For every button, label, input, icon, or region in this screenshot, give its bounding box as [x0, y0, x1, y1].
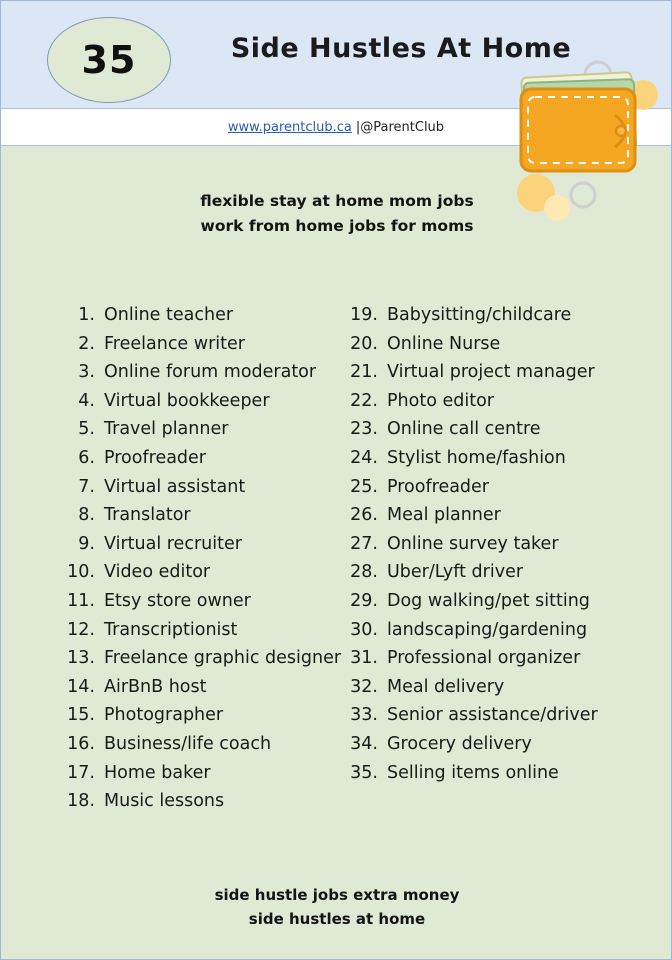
- list-item-number: 19.: [350, 305, 378, 325]
- list-item: [63, 473, 346, 502]
- page-title: Side Hustles At Home: [230, 33, 572, 64]
- list-item: [346, 501, 672, 530]
- list-item-label: Senior assistance/driver: [387, 705, 598, 726]
- list-item-number: 15.: [67, 705, 95, 726]
- list-item-label: Stylist home/fashion: [387, 447, 566, 468]
- list-item-number: 30.: [350, 619, 378, 640]
- list-item: [346, 387, 672, 416]
- list-item: [346, 759, 672, 788]
- hustles-list: [1, 301, 672, 816]
- list-item: [346, 530, 672, 559]
- list-item-label: Meal delivery: [387, 676, 505, 697]
- list-item: [346, 444, 672, 473]
- list-item: [346, 473, 672, 502]
- list-item: [63, 387, 346, 416]
- number-badge: [47, 17, 171, 103]
- list-item-label: landscaping/gardening: [387, 619, 588, 640]
- list-item: [63, 616, 346, 645]
- list-item-label: Translator: [104, 505, 191, 526]
- list-item: [63, 701, 346, 730]
- list-item-label: Babysitting/childcare: [387, 305, 572, 325]
- list-item-label: Professional organizer: [387, 648, 581, 669]
- list-item-number: 23.: [350, 419, 378, 440]
- list-item-label: Proofreader: [387, 476, 490, 497]
- list-item-label: Grocery delivery: [387, 733, 532, 754]
- list-item-label: Online teacher: [104, 305, 234, 325]
- list-item: [63, 673, 346, 702]
- list-item: [63, 444, 346, 473]
- list-item-label: Online call centre: [387, 419, 541, 440]
- list-item: [63, 330, 346, 359]
- list-item-label: Proofreader: [104, 447, 207, 468]
- page-header: [1, 1, 671, 109]
- list-item-number: 25.: [350, 476, 378, 497]
- list-item-number: 11.: [67, 590, 95, 611]
- list-item-label: Virtual project manager: [387, 362, 595, 383]
- list-item-number: 6.: [78, 447, 95, 468]
- list-item-number: 21.: [350, 362, 378, 383]
- list-item-label: Virtual assistant: [104, 476, 246, 497]
- list-item-number: 32.: [350, 676, 378, 697]
- list-item-number: 18.: [67, 791, 95, 812]
- list-item: [346, 558, 672, 587]
- list-item-label: Business/life coach: [104, 733, 272, 754]
- badge-number: 35: [81, 38, 137, 82]
- list-item: [346, 415, 672, 444]
- list-item-number: 29.: [350, 590, 378, 611]
- list-item-label: Photographer: [104, 705, 224, 726]
- list-item: [63, 730, 346, 759]
- list-item-label: Freelance graphic designer: [104, 648, 342, 669]
- list-item-number: 7.: [78, 476, 95, 497]
- list-item: [63, 301, 346, 330]
- list-item: [63, 759, 346, 788]
- list-item-label: Online survey taker: [387, 533, 559, 554]
- list-item-label: Music lessons: [104, 791, 225, 812]
- list-item: [346, 701, 672, 730]
- list-item-number: 20.: [350, 333, 378, 354]
- list-item-number: 24.: [350, 447, 378, 468]
- list-item: [346, 330, 672, 359]
- list-item-number: 4.: [78, 390, 95, 411]
- list-item-label: Uber/Lyft driver: [387, 562, 524, 583]
- list-item: [346, 587, 672, 616]
- list-item-label: Selling items online: [387, 762, 559, 783]
- list-item-label: Dog walking/pet sitting: [387, 590, 590, 611]
- list-item-number: 22.: [350, 390, 378, 411]
- list-item: [346, 616, 672, 645]
- list-item-number: 12.: [67, 619, 95, 640]
- list-item-number: 2.: [78, 333, 95, 354]
- list-item-number: 17.: [67, 762, 95, 783]
- list-item-number: 10.: [67, 562, 95, 583]
- list-item-number: 31.: [350, 648, 378, 669]
- list-item-label: Meal planner: [387, 505, 501, 526]
- list-item-label: Online Nurse: [387, 333, 501, 354]
- list-item-number: 3.: [78, 362, 95, 383]
- list-item-label: Travel planner: [104, 419, 229, 440]
- list-item-number: 27.: [350, 533, 378, 554]
- list-item: [63, 644, 346, 673]
- list-item: [63, 415, 346, 444]
- list-item: [63, 530, 346, 559]
- footer-block: [1, 883, 672, 931]
- list-item: [63, 501, 346, 530]
- list-item-number: 35.: [350, 762, 378, 783]
- list-item: [63, 358, 346, 387]
- footer-line-2: side hustles at home: [248, 910, 426, 928]
- list-item: [63, 787, 346, 816]
- list-item: [346, 644, 672, 673]
- list-item-number: 8.: [78, 505, 95, 526]
- list-item-number: 1.: [78, 305, 95, 325]
- list-item-label: Etsy store owner: [104, 590, 251, 611]
- list-item: [346, 301, 672, 330]
- list-item-number: 13.: [67, 648, 95, 669]
- list-item: [346, 358, 672, 387]
- list-item-label: Freelance writer: [104, 333, 245, 354]
- social-handle: |@ParentClub: [355, 119, 445, 135]
- list-item-label: Virtual recruiter: [104, 533, 242, 554]
- subtitle-line-2: work from home jobs for moms: [200, 217, 474, 235]
- list-item-number: 16.: [67, 733, 95, 754]
- list-item-number: 28.: [350, 562, 378, 583]
- list-item-label: Transcriptionist: [104, 619, 238, 640]
- list-item-label: Video editor: [104, 562, 211, 583]
- list-item-number: 33.: [350, 705, 378, 726]
- list-column-left: [1, 301, 346, 816]
- list-item-label: AirBnB host: [104, 676, 207, 697]
- subtitle-line-1: flexible stay at home mom jobs: [200, 192, 474, 210]
- subtitle-block: [1, 189, 672, 239]
- list-item-number: 14.: [67, 676, 95, 697]
- list-column-right: [346, 301, 672, 816]
- list-item-label: Home baker: [104, 762, 211, 783]
- list-item: [63, 587, 346, 616]
- list-item: [63, 558, 346, 587]
- list-item-label: Online forum moderator: [104, 362, 317, 383]
- list-item: [346, 730, 672, 759]
- list-item: [346, 673, 672, 702]
- list-item-number: 9.: [78, 533, 95, 554]
- list-item-label: Virtual bookkeeper: [104, 390, 270, 411]
- list-item-number: 5.: [78, 419, 95, 440]
- list-item-label: Photo editor: [387, 390, 494, 411]
- website-link[interactable]: www.parentclub.ca: [227, 119, 352, 135]
- url-bar: [1, 109, 671, 146]
- list-item-number: 34.: [350, 733, 378, 754]
- footer-line-1: side hustle jobs extra money: [214, 886, 460, 904]
- list-item-number: 26.: [350, 505, 378, 526]
